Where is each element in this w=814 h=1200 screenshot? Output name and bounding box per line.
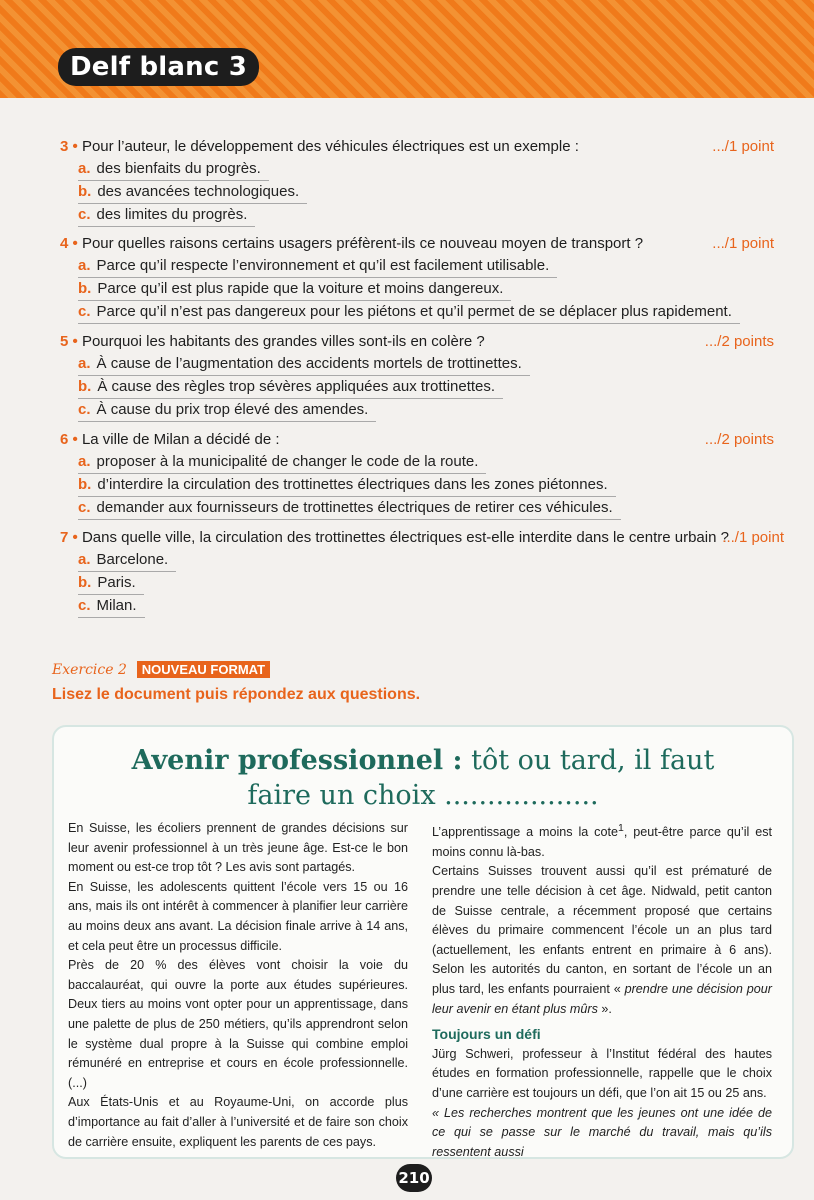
option-text: Parce qu’il n’est pas dangereux pour les piétons et qu’il permet de se déplacer plus rapidement.: [96, 303, 732, 320]
exercise-label: Exercice 2: [52, 662, 127, 678]
article-title-rest: tôt ou tard, il faut: [462, 745, 715, 776]
text-run: , peut-être parce qu’il est moins connu là-bas.: [432, 825, 772, 859]
option-letter: a.: [78, 453, 91, 470]
answer-option[interactable]: [78, 572, 144, 595]
option-text: des bienfaits du progrès.: [96, 160, 261, 177]
option-text: À cause des règles trop sévères appliquées aux trottinettes.: [97, 378, 496, 395]
article-paragraph: [432, 1104, 772, 1163]
answer-option[interactable]: [78, 255, 557, 278]
text-run: ».: [597, 1001, 612, 1016]
option-letter: c.: [78, 597, 91, 614]
answer-option[interactable]: [78, 181, 307, 204]
option-letter: c.: [78, 499, 91, 516]
book-label: Delf blanc 3: [58, 48, 259, 86]
option-text: des limites du progrès.: [96, 206, 248, 223]
answer-option[interactable]: [78, 376, 503, 399]
question-line: [60, 429, 790, 451]
option-text: Parce qu’il respecte l’environnement et qu’il est facilement utilisable.: [96, 257, 550, 274]
option-letter: a.: [78, 257, 91, 274]
article-paragraph: [432, 819, 772, 862]
option-letter: c.: [78, 303, 91, 320]
option-text: des avancées technologiques.: [97, 183, 300, 200]
question-text: Pour l’auteur, le développement des véhicules électriques est un exemple :: [81, 138, 579, 155]
answer-option[interactable]: [78, 204, 255, 227]
quote-run: « Les recherches montrent que les jeunes ont une idée de ce qui se passe sur le marché du travail, mais qu’ils ressentent aussi: [432, 1105, 772, 1159]
article-subheading: Toujours un défi: [432, 1026, 541, 1043]
question-text: Pour quelles raisons certains usagers préfèrent-ils ce nouveau moyen de transport ?: [81, 235, 644, 252]
option-letter: a.: [78, 160, 91, 177]
option-text: Parce qu’il est plus rapide que la voiture et moins dangereux.: [97, 280, 504, 297]
question-6: [60, 429, 790, 520]
article-title-line2: faire un choix ..................: [247, 780, 599, 811]
answer-option[interactable]: [78, 158, 269, 181]
format-badge: NOUVEAU FORMAT: [137, 661, 270, 678]
exercise-instruction: Lisez le document puis répondez aux questions.: [52, 686, 421, 703]
header-banner: [0, 0, 814, 98]
article-box: [52, 725, 794, 1159]
answer-option[interactable]: [78, 353, 530, 376]
question-line: [60, 331, 790, 353]
answer-option[interactable]: [78, 301, 740, 324]
option-text: Milan.: [96, 597, 137, 614]
quote-run: prendre une décision pour leur avenir en étant plus mûrs: [432, 981, 772, 1016]
question-points: .../2 points: [704, 333, 774, 350]
answer-option[interactable]: [78, 474, 616, 497]
text-run: L’apprentissage a moins la cote: [432, 825, 618, 840]
question-4: [60, 233, 790, 324]
question-text: La ville de Milan a décidé de :: [81, 431, 280, 448]
question-points: .../1 point: [712, 235, 774, 252]
question-points: .../2 points: [704, 431, 774, 448]
option-text: À cause de l’augmentation des accidents mortels de trottinettes.: [96, 355, 522, 372]
article-paragraph: Aux États-Unis et au Royaume-Uni, on accorde plus d’importance au fait d’aller à l’université et de faire son choix de carrière ensuite, expliquent les parents de ces pays.: [68, 1095, 408, 1149]
option-text: Paris.: [97, 574, 136, 591]
article-paragraph: En Suisse, les adolescents quittent l’école vers 15 ou 16 ans, mais ils ont intérêt à commencer à planifier leur carrière au moins deux ans avant. La décision finale arrive à 14 ans, et cela peut être un processus difficile.: [68, 879, 408, 953]
exercise-heading: [52, 661, 270, 678]
answer-option[interactable]: [78, 549, 176, 572]
footnote-marker: 1: [617, 822, 624, 834]
option-text: À cause du prix trop élevé des amendes.: [96, 401, 369, 418]
question-number: 3 •: [60, 138, 82, 155]
question-line: [60, 233, 790, 255]
article-title-bold: Avenir professionnel :: [131, 745, 463, 776]
question-text: Pourquoi les habitants des grandes villes sont-ils en colère ?: [81, 333, 485, 350]
article-title: [54, 743, 792, 813]
option-text: Barcelone.: [96, 551, 169, 568]
article-column-left: [68, 819, 408, 1152]
article-paragraph: En Suisse, les écoliers prennent de grandes décisions sur leur avenir professionnel à un très jeune âge. Est-ce le bon moment ou est-ce trop tôt ? Les avis sont partagés.: [68, 821, 408, 875]
option-letter: a.: [78, 355, 91, 372]
question-number: 5 •: [60, 333, 82, 350]
question-line: [60, 527, 790, 549]
question-line: [60, 136, 790, 158]
option-text: proposer à la municipalité de changer le code de la route.: [96, 453, 479, 470]
option-letter: b.: [78, 378, 92, 395]
option-letter: b.: [78, 183, 92, 200]
option-text: d’interdire la circulation des trottinettes électriques dans les zones piétonnes.: [97, 476, 608, 493]
option-letter: b.: [78, 476, 92, 493]
question-7: [60, 527, 790, 618]
answer-option[interactable]: [78, 399, 376, 422]
question-number: 4 •: [60, 235, 82, 252]
question-number: 6 •: [60, 431, 82, 448]
question-text: Dans quelle ville, la circulation des trottinettes électriques est-elle interdite dans le centre urbain ?: [81, 529, 729, 546]
option-letter: c.: [78, 401, 91, 418]
option-letter: a.: [78, 551, 91, 568]
answer-option[interactable]: [78, 451, 486, 474]
article-paragraph: [432, 862, 772, 1019]
question-5: [60, 331, 790, 422]
option-letter: b.: [78, 280, 92, 297]
question-3: [60, 136, 790, 227]
option-letter: c.: [78, 206, 91, 223]
answer-option[interactable]: [78, 278, 511, 301]
article-paragraph: Jürg Schweri, professeur à l’Institut fédéral des hautes études en formation professionnelle, rappelle que le choix d’une carrière est toujours un défi, que l’on ait 15 ou 25 ans.: [432, 1046, 772, 1100]
question-points: .../1 point: [712, 138, 774, 155]
answer-option[interactable]: [78, 595, 145, 618]
page-number: 210: [396, 1164, 432, 1192]
article-paragraph: Près de 20 % des élèves vont choisir la voie du baccalauréat, qui ouvre la porte aux études supérieures. Deux tiers au moins vont opter pour un apprentissage, dans une palette de plus de 250 métiers, qu’ils apprendront selon le système dual propre à la Suisse qui combine emploi rémunéré en entreprise et cours en école professionnelle. (...): [68, 958, 408, 1090]
question-number: 7 •: [60, 529, 82, 546]
question-points: .../1 point: [722, 529, 784, 546]
option-text: demander aux fournisseurs de trottinettes électriques de retirer ces véhicules.: [96, 499, 613, 516]
answer-option[interactable]: [78, 497, 621, 520]
option-letter: b.: [78, 574, 92, 591]
article-column-right: [432, 819, 772, 1162]
text-run: Certains Suisses trouvent aussi qu’il est prématuré de prendre une telle décision à cet âge. Nidwald, petit canton de Suisse centrale, a récemment proposé que certains élèves du primaire commencent l’école un an plus tard (actuellement, les enfants entrent en primaire à 6 ans). Selon les autorités du canton, en sortant de l’école un an plus tard, les enfants pourraient «: [432, 864, 772, 996]
